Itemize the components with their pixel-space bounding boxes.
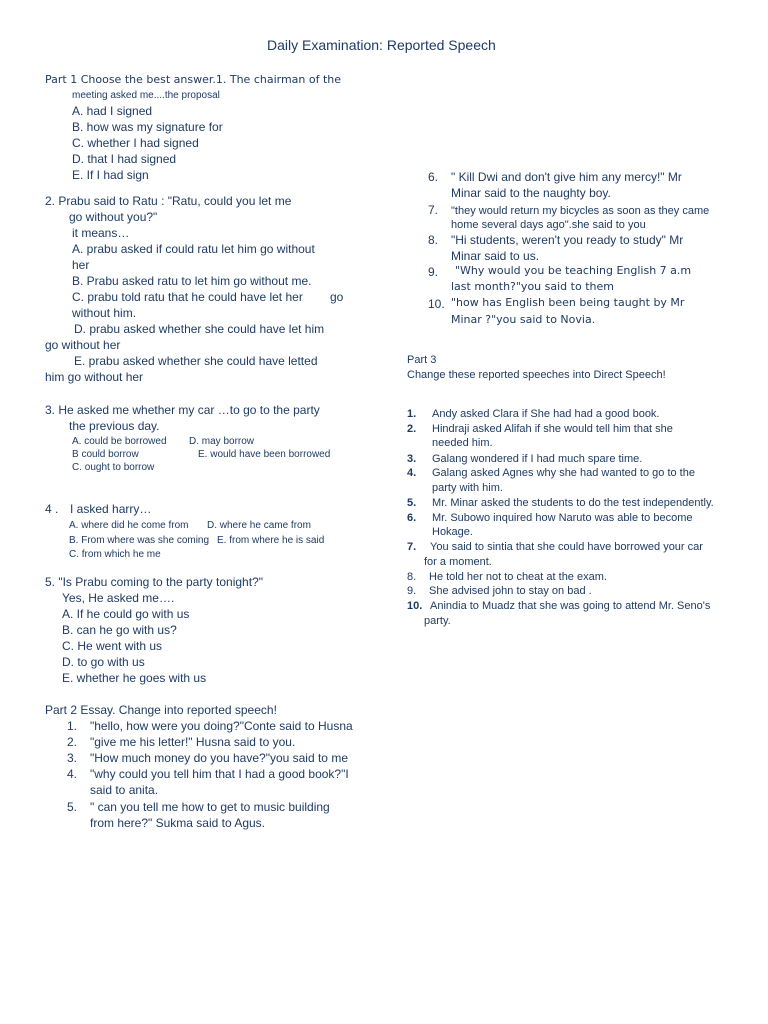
part2-item: Minar said to the naughty boy. xyxy=(451,186,611,200)
part2-item-number: 2. xyxy=(67,735,78,749)
part2-item: " Kill Dwi and don't give him any mercy!" Mr xyxy=(451,170,682,184)
part3-item: Mr. Subowo inquired how Naruto was able to become xyxy=(432,512,693,524)
q3-stem: 3. He asked me whether my car …to go to the party xyxy=(45,403,320,417)
q3-option-a: A. could be borrowed xyxy=(72,436,167,447)
q5-option-d: D. to go with us xyxy=(62,655,145,669)
part3-item-number: 8. xyxy=(407,571,417,583)
q5-option-c: C. He went with us xyxy=(62,639,163,653)
q2-option-d: D. prabu asked whether she could have let him xyxy=(74,322,325,336)
q4-stem: I asked harry… xyxy=(70,502,152,516)
part2-item-number: 1. xyxy=(67,719,78,733)
q3-option-d: D. may borrow xyxy=(189,436,255,447)
part3-item: party with him. xyxy=(432,482,503,494)
part3-item: He told her not to cheat at the exam. xyxy=(429,571,607,583)
q5-stem: 5. "Is Prabu coming to the party tonight?" xyxy=(45,575,263,589)
q4-option-d: D. where he came from xyxy=(207,520,311,531)
part2-item: "hello, how were you doing?"Conte said to Husna xyxy=(90,719,353,733)
part2-item: "how has English been being taught by Mr xyxy=(451,296,685,309)
q1-option-e: E. If I had sign xyxy=(72,168,149,182)
part3-item-number: 2. xyxy=(407,423,417,435)
q2-option-a: A. prabu asked if could ratu let him go without xyxy=(72,242,315,256)
part3-item: party. xyxy=(424,615,451,627)
part2-item-number: 9. xyxy=(428,265,439,279)
part2-item: "give me his letter!" Husna said to you. xyxy=(90,735,296,749)
q4-option-b: B. From where was she coming xyxy=(69,535,210,546)
part2-item: Minar ?"you said to Novia. xyxy=(451,313,596,326)
part3-heading: Part 3 xyxy=(407,354,437,366)
q4-option-a: A. where did he come from xyxy=(69,520,189,531)
q4-option-c: C. from which he me xyxy=(69,549,161,560)
part3-item: You said to sintia that she could have borrowed your car xyxy=(430,541,703,553)
q2-stem: it means… xyxy=(72,226,130,240)
part2-item: " can you tell me how to get to music building xyxy=(90,800,330,814)
part3-item: Hindraji asked Alifah if she would tell him that she xyxy=(432,423,673,435)
part2-item: "How much money do you have?"you said to me xyxy=(90,751,348,765)
part3-item: She advised john to stay on bad . xyxy=(429,585,592,597)
q5-option-b: B. can he go with us? xyxy=(62,623,177,637)
q2-stem: go without you?" xyxy=(69,210,158,224)
part3-item: Hokage. xyxy=(432,526,473,538)
q5-option-a: A. If he could go with us xyxy=(62,607,190,621)
q5-continuation: Yes, He asked me…. xyxy=(62,591,175,605)
part3-instruction: Change these reported speeches into Direct Speech! xyxy=(407,369,666,381)
part2-item: "Hi students, weren't you ready to study" Mr xyxy=(451,233,684,247)
part2-item: "they would return my bicycles as soon as they came xyxy=(451,205,710,217)
part3-item: Anindia to Muadz that she was going to attend Mr. Seno's xyxy=(430,600,711,612)
q3-option-b: B could borrow xyxy=(72,449,139,460)
q1-option-a: A. had I signed xyxy=(72,104,153,118)
part3-item-number: 6. xyxy=(407,512,417,524)
part2-item-number: 7. xyxy=(428,203,439,217)
q2-option-a: her xyxy=(72,258,90,272)
part2-heading: Part 2 Essay. Change into reported speech! xyxy=(45,703,277,717)
part2-item-number: 8. xyxy=(428,233,439,247)
part3-item-number: 1. xyxy=(407,408,417,420)
page-title: Daily Examination: Reported Speech xyxy=(267,37,496,53)
part2-item-number: 6. xyxy=(428,170,439,184)
q1-continuation: meeting asked me....the proposal xyxy=(72,90,220,101)
part2-item: from here?" Sukma said to Agus. xyxy=(90,816,266,830)
part2-item: last month?"you said to them xyxy=(451,280,614,293)
part3-item: Galang asked Agnes why she had wanted to go to the xyxy=(432,467,695,479)
part2-item: Minar said to us. xyxy=(451,249,540,263)
q2-stem: 2. Prabu said to Ratu : "Ratu, could you let me xyxy=(45,194,292,208)
part1-heading: Part 1 Choose the best answer.1. The chairman of the xyxy=(45,73,342,86)
part3-item: needed him. xyxy=(432,437,493,449)
part3-item: Andy asked Clara if She had had a good book. xyxy=(432,408,660,420)
part2-item: "Why would you be teaching English 7 a.m xyxy=(455,264,692,277)
q2-option-d: go without her xyxy=(45,338,121,352)
q2-option-c: go xyxy=(330,290,344,304)
q4-number: 4 . xyxy=(45,502,59,516)
part2-item-number: 5. xyxy=(67,800,78,814)
q2-option-e: him go without her xyxy=(45,370,144,384)
part3-item-number: 4. xyxy=(407,467,417,479)
part3-item: Galang wondered if I had much spare time. xyxy=(432,453,643,465)
part3-item: Mr. Minar asked the students to do the test independently. xyxy=(432,497,714,509)
part3-item-number: 3. xyxy=(407,453,417,465)
q4-option-e: E. from where he is said xyxy=(217,535,325,546)
part2-item: home several days ago".she said to you xyxy=(451,219,646,231)
q5-option-e: E. whether he goes with us xyxy=(62,671,207,685)
q2-option-b: B. Prabu asked ratu to let him go without me. xyxy=(72,274,312,288)
part2-item: said to anita. xyxy=(90,783,159,797)
q2-option-e: E. prabu asked whether she could have letted xyxy=(74,354,318,368)
part2-item: "why could you tell him that I had a good book?"I xyxy=(90,767,349,781)
part3-item-number: 5. xyxy=(407,497,417,509)
q3-option-e: E. would have been borrowed xyxy=(198,449,331,460)
part2-item-number: 3. xyxy=(67,751,78,765)
part3-item-number: 7. xyxy=(407,541,417,553)
part3-item-number: 10. xyxy=(407,600,423,612)
q2-option-c: without him. xyxy=(72,306,137,320)
part2-item-number: 4. xyxy=(67,767,78,781)
q1-option-b: B. how was my signature for xyxy=(72,120,223,134)
q3-option-c: C. ought to borrow xyxy=(72,462,155,473)
q3-stem: the previous day. xyxy=(69,419,160,433)
q2-option-c: C. prabu told ratu that he could have let her xyxy=(72,290,303,304)
part3-item-number: 9. xyxy=(407,585,417,597)
q1-option-c: C. whether I had signed xyxy=(72,136,199,150)
q1-option-d: D. that I had signed xyxy=(72,152,177,166)
part3-item: for a moment. xyxy=(424,556,492,568)
part2-item-number: 10. xyxy=(428,297,445,311)
